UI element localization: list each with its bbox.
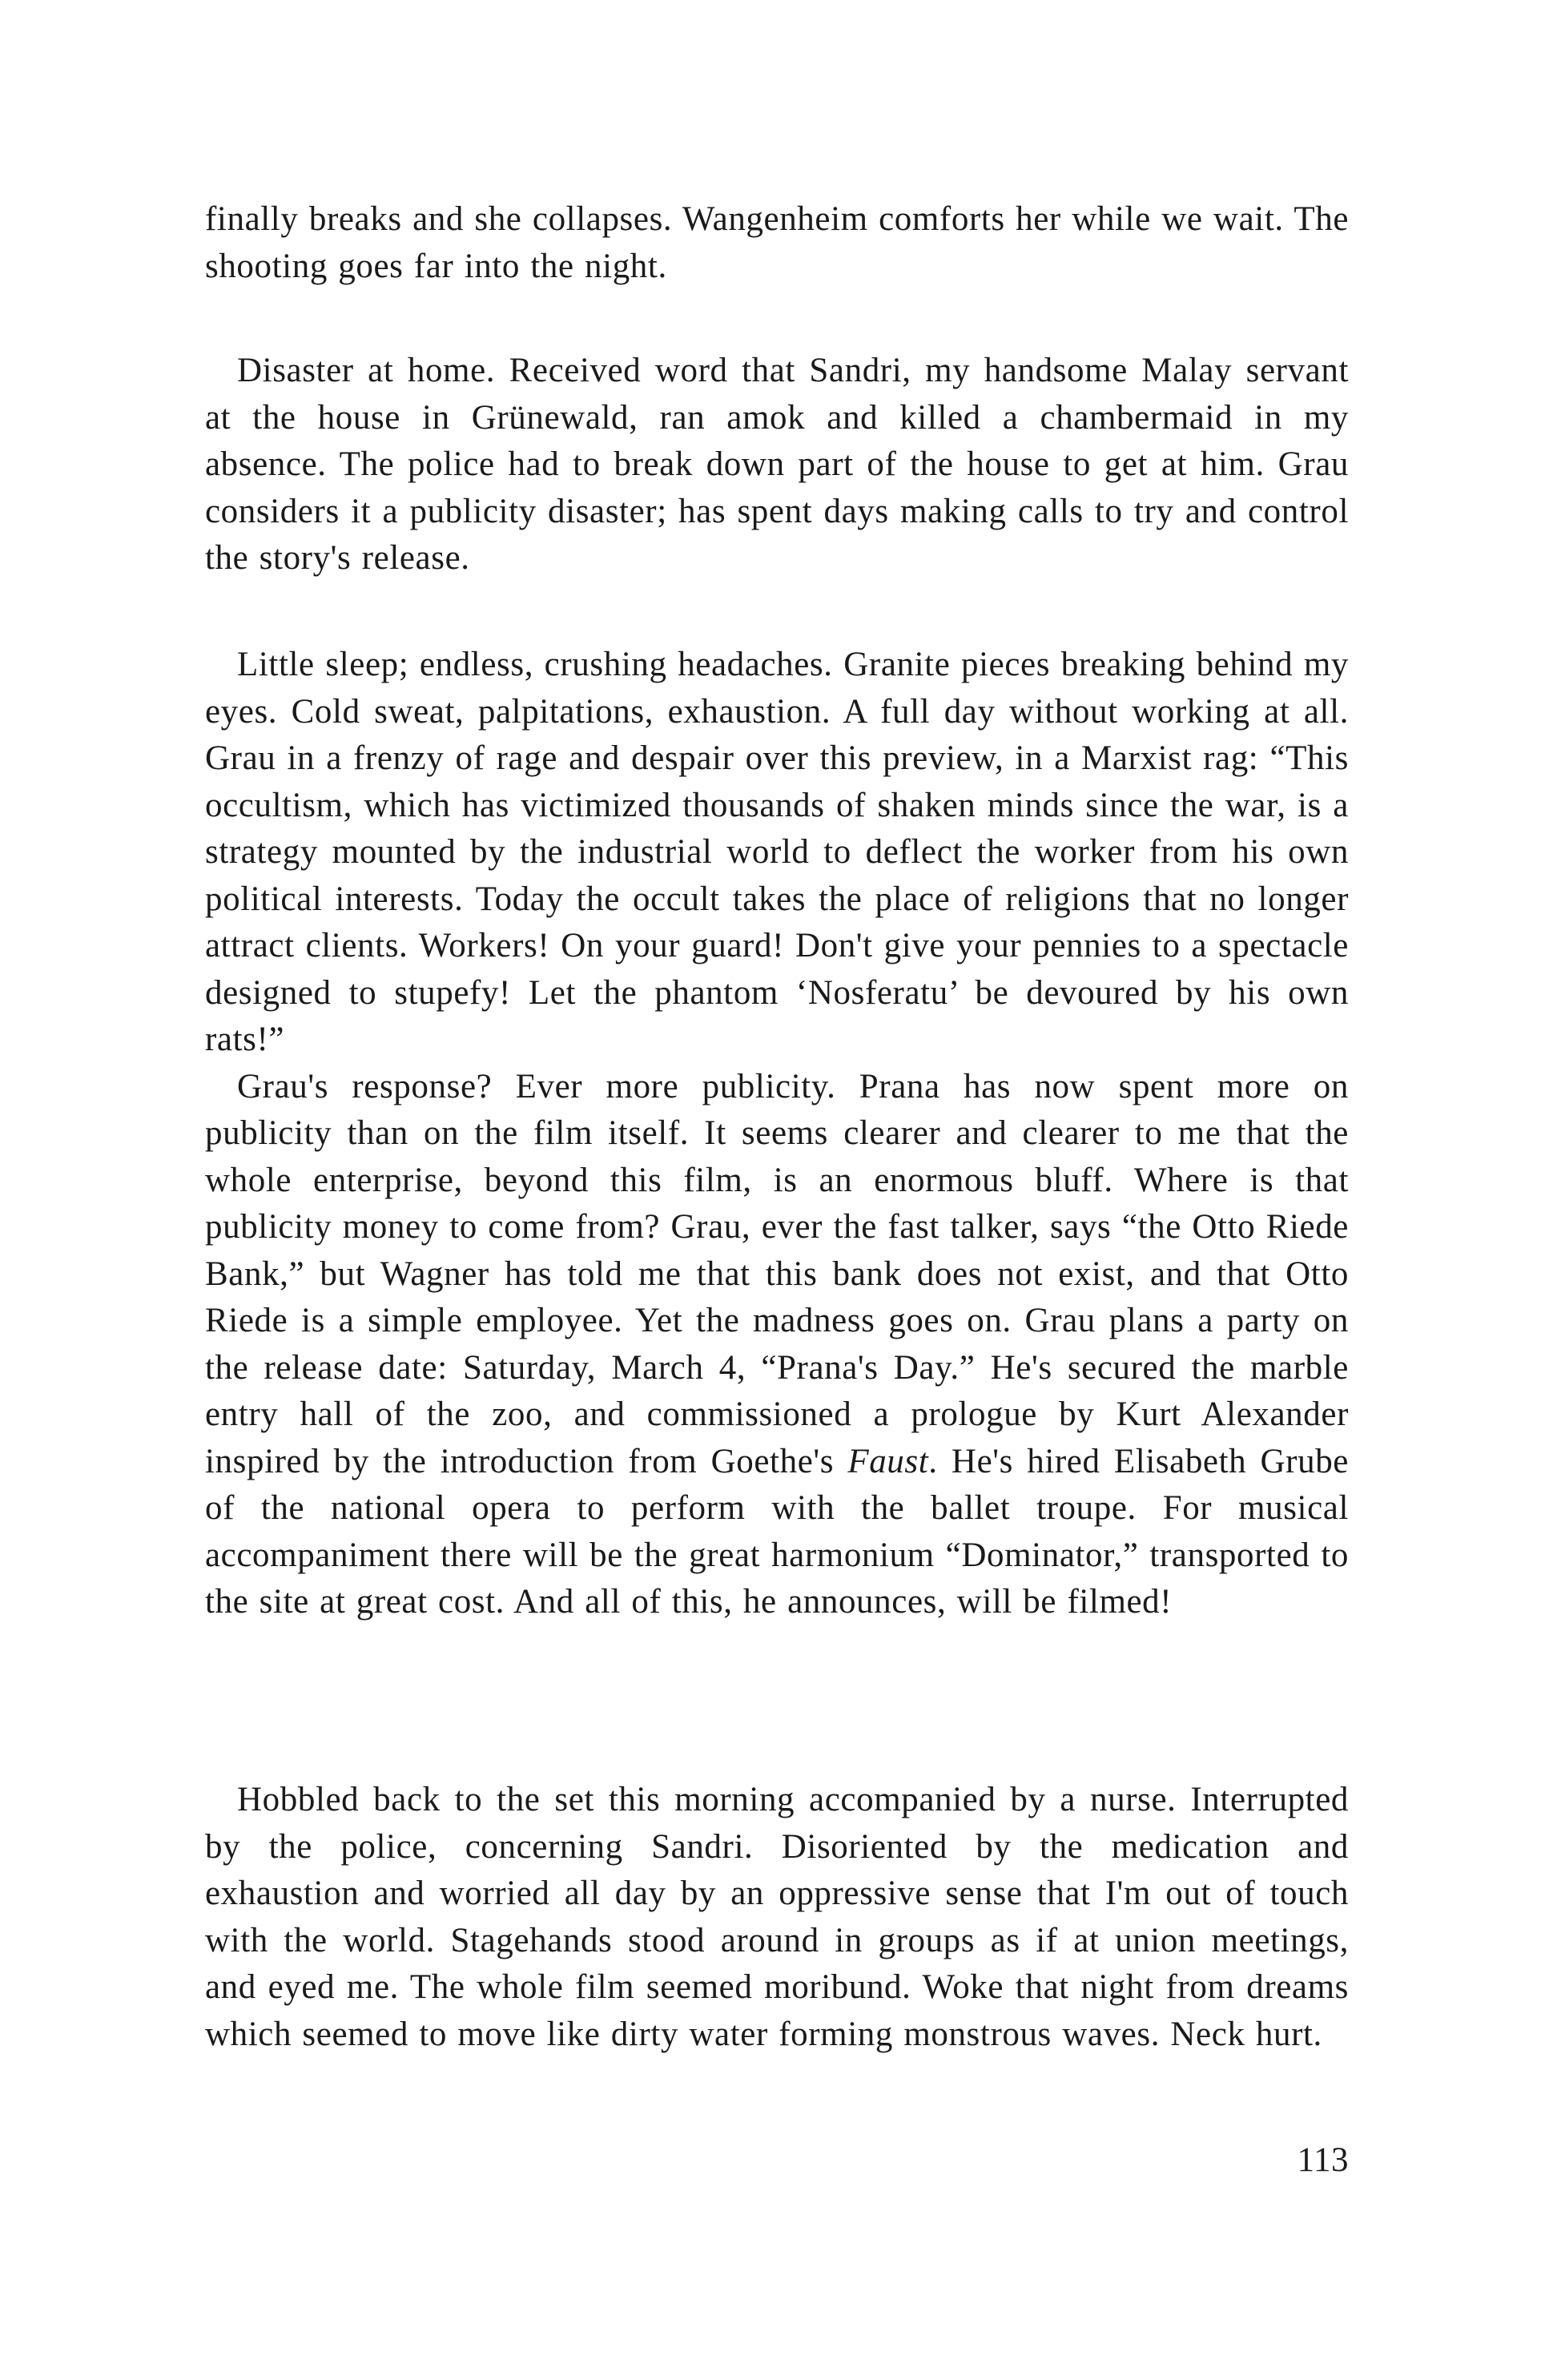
page-number: 113 <box>1297 2141 1349 2179</box>
text-block-continuation <box>205 196 1349 290</box>
text-block-little-sleep <box>205 642 1349 1626</box>
text-block-hobbled-back <box>205 1777 1349 2058</box>
paragraph: Little sleep; endless, crushing headaches. Granite pieces breaking behind my eyes. Cold sweat, palpitations, exhaustion. A full day without working at all. Grau in a frenzy of rage and despair over this preview, in a Marxist rag: “This occultism, which has victimized thousands of shaken minds since the war, is a strategy mounted by the industrial world to deflect the worker from his own political interests. Today the occult takes the place of religions that no longer attract clients. Workers! On your guard! Don't give your pennies to a spectacle designed to stupefy! Let the phantom ‘Nosferatu’ be devoured by his own rats!” <box>205 646 1349 1058</box>
paragraph: Hobbled back to the set this morning accompanied by a nurse. Interrupted by the police, concerning Sandri. Disoriented by the medication and exhaustion and worried all day by an oppressive sense that I'm out of touch with the world. Stagehands stood around in groups as if at union meetings, and eyed me. The whole film seemed moribund. Woke that night from dreams which seemed to move like dirty water forming monstrous waves. Neck hurt. <box>205 1781 1349 2053</box>
paragraph <box>205 1064 1349 1626</box>
text-block-disaster-at-home <box>205 348 1349 582</box>
paragraph: finally breaks and she collapses. Wangenheim comforts her while we wait. The shooting goes far into the night. <box>205 200 1349 285</box>
paragraph-text: Grau's response? Ever more publicity. Prana has now spent more on publicity than on the film itself. It seems clearer and clearer to me that the whole enterprise, beyond this film, is an enormous bluff. Where is that publicity money to come from? Grau, ever the fast talker, says “the Otto Riede Bank,” but Wagner has told me that this bank does not exist, and that Otto Riede is a simple employee. Yet the madness goes on. Grau plans a party on the release date: Saturday, March 4, “Prana's Day.” He's secured the marble entry hall of the zoo, and commissioned a prologue by Kurt Alexander inspired by the introduction from Goethe's <box>205 1067 1349 1480</box>
paragraph-text: . He's hired Elisabeth Grube of the national opera to perform with the ballet troupe. For musical accompaniment there will be the great harmonium “Dominator,” transported to the site at great cost. And all of this, he announces, will be filmed! <box>205 1442 1349 1621</box>
paragraph: Disaster at home. Received word that Sandri, my handsome Malay servant at the house in Grünewald, ran amok and killed a chambermaid in my absence. The police had to break down part of the house to get at him. Grau considers it a publicity disaster; has spent days making calls to try and control the story's release. <box>205 352 1349 577</box>
book-title-italic: Faust <box>847 1442 929 1480</box>
